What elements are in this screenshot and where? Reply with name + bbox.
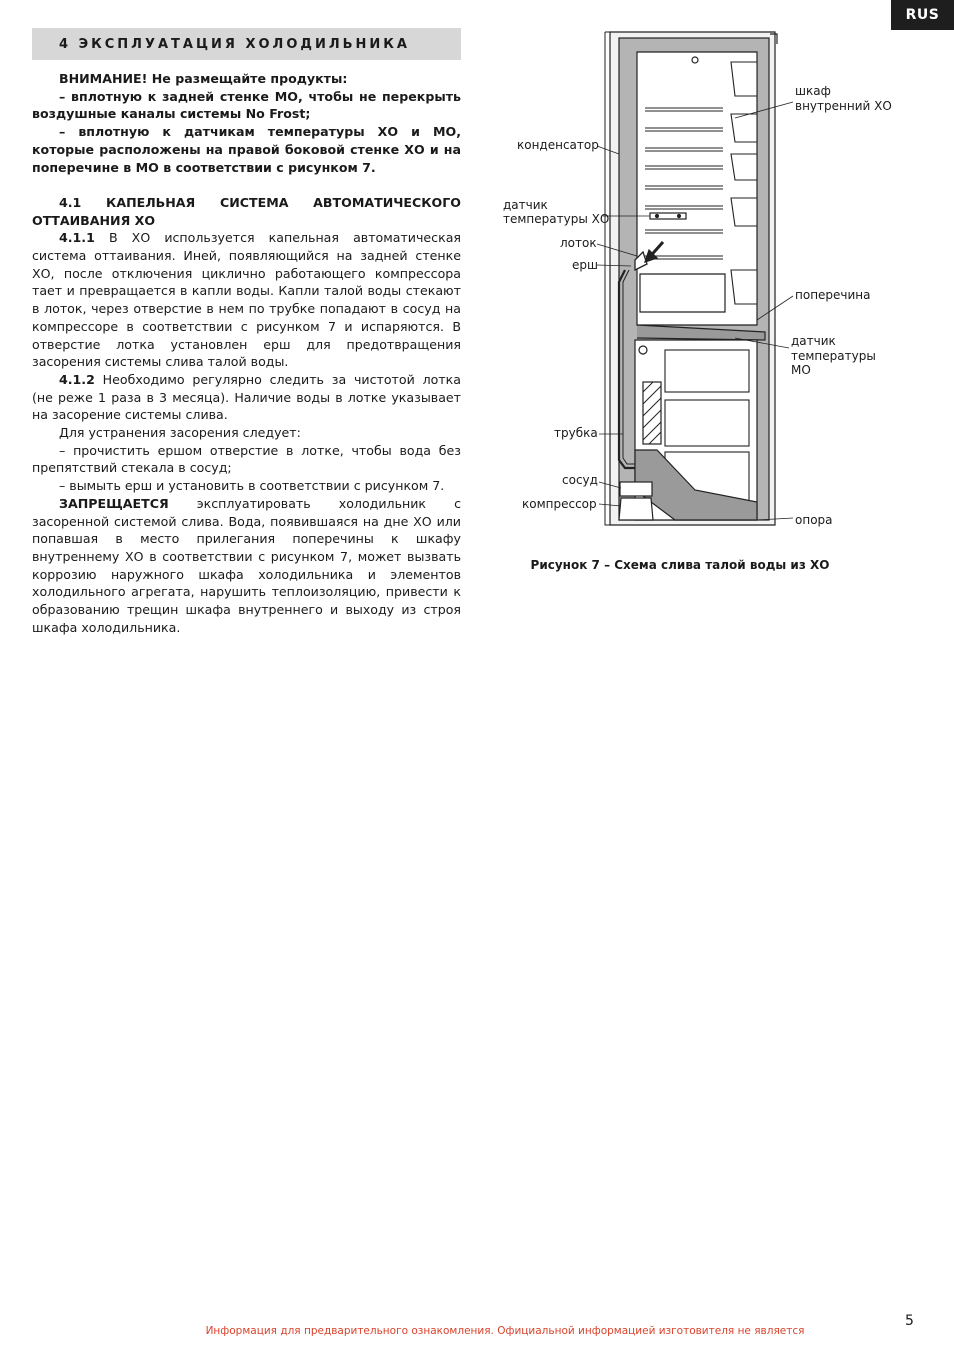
label-compressor: компрессор: [522, 497, 597, 511]
paragraph-number: 4.1.2: [59, 371, 95, 387]
label-inner-cabinet-line2: внутренний ХО: [795, 99, 892, 113]
clog-item-2: – вымыть ерш и установить в соответствии с рисунком 7.: [59, 478, 445, 494]
paragraph-4-1-2: [32, 371, 461, 424]
paragraph-number: 4.1.1: [59, 230, 95, 246]
paragraph-4-1-1: [32, 229, 461, 371]
label-sensor-xo-line1: датчик: [503, 198, 548, 212]
subsection-title: 4.1 КАПЕЛЬНАЯ СИСТЕМА АВТОМАТИЧЕСКОГО ОТТАИВАНИЯ ХО: [32, 194, 461, 228]
page-number: 5: [905, 1313, 914, 1329]
footer-disclaimer: Информация для предварительного ознакомления. Официальной информацией изготовителя не является: [205, 1325, 805, 1337]
forbidden-word: ЗАПРЕЩАЕТСЯ: [59, 495, 169, 511]
label-sensor-xo-line2: температуры ХО: [503, 212, 610, 226]
clog-intro: Для устранения засорения следует:: [59, 425, 301, 441]
warning-line-3: – вплотную к датчикам температуры ХО и МО, которые расположены на правой боковой стенке ХО и на поперечине в МО в соответствии с рисунком 7.: [32, 124, 461, 175]
language-tab: RUS: [891, 0, 954, 30]
label-support: опора: [795, 513, 833, 527]
forbidden-text: эксплуатировать холодильник с засоренной системой слива. Вода, появившаяся на дне ХО или попавшая в место прилегания поперечины к шкафу внутреннему ХО в соответствии с рисунком 7, может вызвать коррозию наружного шкафа холодильника и элементов холодильного агрегата, нарушить теплоизоляцию, привести к образованию трещин шкафа внутреннего и выходу из строя шкафа холодильника.: [32, 495, 461, 635]
label-vessel: сосуд: [562, 473, 598, 487]
section-title: 4 ЭКСПЛУАТАЦИЯ ХОЛОДИЛЬНИКА: [32, 28, 461, 60]
label-tray: лоток: [560, 236, 597, 250]
text-column: [32, 70, 461, 636]
label-condenser: конденсатор: [517, 138, 599, 152]
label-tube: трубка: [554, 426, 598, 440]
warning-line-1: ВНИМАНИЕ! Не размещайте продукты:: [59, 71, 348, 86]
label-sensor-mo-line1: датчик: [791, 334, 836, 348]
clog-item-1: – прочистить ершом отверстие в лотке, чтобы вода без препятствий стекала в сосуд;: [32, 442, 461, 476]
forbidden-paragraph: [32, 495, 461, 637]
refrigerator-diagram: [495, 20, 895, 580]
figure-caption: Рисунок 7 – Схема слива талой воды из ХО: [530, 558, 830, 572]
warning-line-2: – вплотную к задней стенке МО, чтобы не перекрыть воздушные каналы системы No Frost;: [32, 88, 461, 122]
paragraph-text: Необходимо регулярно следить за чистотой лотка (не реже 1 раза в 3 месяца). Наличие воды в лотке указывает на засорение системы слива.: [32, 371, 461, 423]
label-brush: ерш: [572, 258, 598, 272]
paragraph-text: В ХО используется капельная автоматическая система оттаивания. Иней, появляющийся на задней стенке ХО, после отключения циклично работающего компрессора тает и превращается в капли воды. Капли талой воды стекают в лоток, через отверстие в нем по трубке попадают в сосуд на компрессоре в соответствии с рисунком 7 и испаряются. В отверстие лотка установлен ерш для предотвращения засорения системы слива талой воды.: [32, 230, 461, 370]
label-crossbar: поперечина: [795, 288, 871, 302]
label-sensor-mo-line2: температуры МО: [791, 349, 876, 377]
label-inner-cabinet-line1: шкаф: [795, 84, 831, 98]
